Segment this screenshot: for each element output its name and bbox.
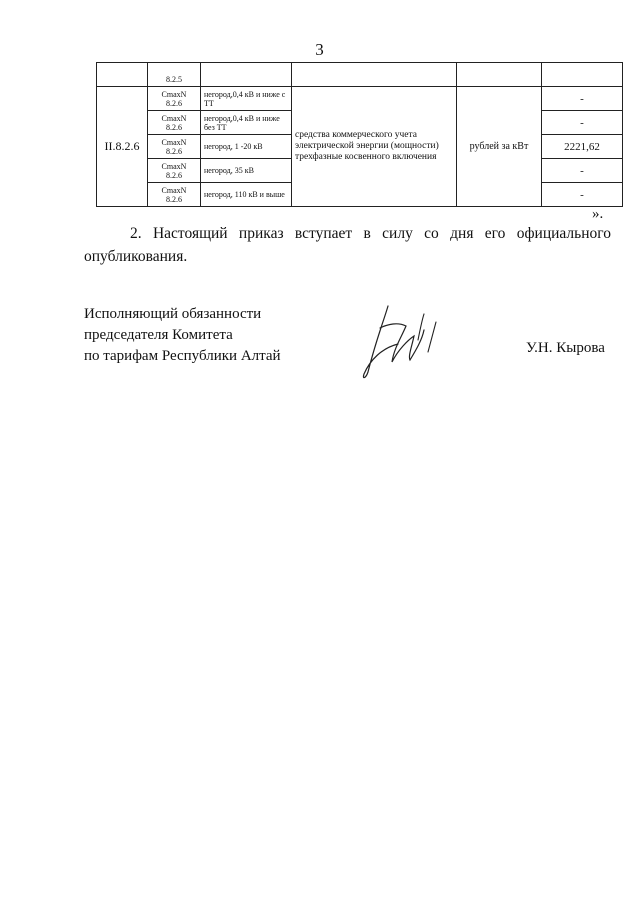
tariff-value: - <box>542 159 623 183</box>
table-cell-symbol <box>148 87 201 111</box>
tariff-value: - <box>542 87 623 111</box>
signatory-title-line: председателя Комитета <box>84 327 233 343</box>
handwritten-signature <box>358 300 454 382</box>
symbol-name: CmaxN <box>161 161 187 171</box>
row-detail: негород,0,4 кВ и ниже с ТТ <box>201 87 292 111</box>
table-cell-symbol <box>148 63 201 87</box>
tariff-value: 2221,62 <box>542 135 623 159</box>
symbol-index: 8.2.6 <box>166 170 182 180</box>
tariff-description: средства коммерческого учета электрической энергии (мощности) трехфазные косвенного включения <box>292 87 457 207</box>
table-cell <box>201 63 292 87</box>
page-number: 3 <box>315 40 324 59</box>
tariff-code: II.8.2.6 <box>97 87 148 207</box>
tariff-value: - <box>542 111 623 135</box>
table-cell-symbol <box>148 183 201 207</box>
table-cell-symbol <box>148 159 201 183</box>
row-detail: негород, 35 кВ <box>201 159 292 183</box>
symbol-index: 8.2.5 <box>166 75 182 84</box>
table-cell <box>457 63 542 87</box>
closing-quote: ». <box>592 206 604 222</box>
symbol-index: 8.2.6 <box>166 122 182 132</box>
symbol-name: CmaxN <box>161 185 187 195</box>
signatory-title-line: Исполняющий обязанности <box>84 306 262 322</box>
symbol-index: 8.2.6 <box>166 98 182 108</box>
symbol-index: 8.2.6 <box>166 146 182 156</box>
tariff-table <box>96 62 623 207</box>
symbol-name: CmaxN <box>161 113 187 123</box>
order-paragraph: 2. Настоящий приказ вступает в силу со дня его официального опубликования. <box>84 225 611 265</box>
row-detail: негород, 110 кВ и выше <box>201 183 292 207</box>
table-cell-symbol <box>148 135 201 159</box>
signatory-title-line: по тарифам Республики Алтай <box>84 348 281 364</box>
table-cell-symbol <box>148 111 201 135</box>
symbol-name: CmaxN <box>161 89 187 99</box>
table-cell <box>292 63 457 87</box>
table-row <box>97 87 623 111</box>
row-detail: негород,0,4 кВ и ниже без ТТ <box>201 111 292 135</box>
table-cell <box>97 63 148 87</box>
tariff-unit: рублей за кВт <box>457 87 542 207</box>
symbol-name: CmaxN <box>161 137 187 147</box>
signer-name: У.Н. Кырова <box>526 340 605 356</box>
row-detail: негород, 1 -20 кВ <box>201 135 292 159</box>
signatory-title <box>84 304 281 367</box>
tariff-value: - <box>542 183 623 207</box>
symbol-index: 8.2.6 <box>166 194 182 204</box>
table-row <box>97 63 623 87</box>
table-cell <box>542 63 623 87</box>
